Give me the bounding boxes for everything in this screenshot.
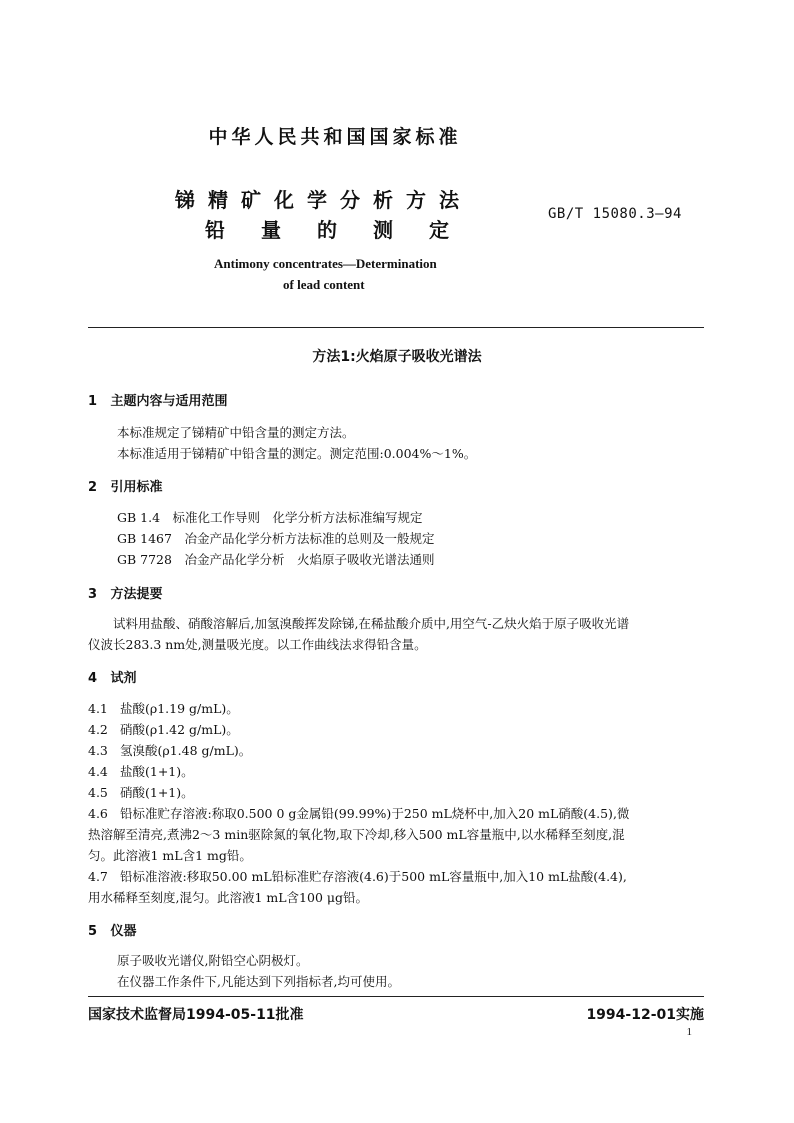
approval-line: 国家技术监督局1994-05-11批准 [88, 1007, 304, 1023]
english-title-line-1: Antimony concentrates—Determination [214, 256, 437, 271]
section-3-line-1: 试料用盐酸、硝酸溶解后,加氢溴酸挥发除锑,在稀盐酸介质中,用空气-乙炔火焰于原子吸收光谱 [88, 616, 630, 631]
section-1-line-1: 本标准规定了锑精矿中铅含量的测定方法。 [117, 425, 355, 440]
reference-gb-1-4: GB 1.4 标准化工作导则 化学分析方法标准编写规定 [117, 510, 423, 525]
section-number: 2 [88, 480, 98, 495]
reference-gb-7728: GB 7728 冶金产品化学分析 火焰原子吸收光谱法通则 [117, 552, 435, 567]
national-standard-title: 中华人民共和国国家标准 [208, 126, 462, 148]
item-number: 4.7 [88, 869, 108, 884]
document-title-line-1: 锑精矿化学分析方法 [175, 188, 472, 212]
section-heading-2 [88, 476, 163, 495]
implementation-date: 1994-12-01实施 [586, 1007, 704, 1023]
reagent-item [88, 699, 239, 717]
section-1-line-2: 本标准适用于锑精矿中铅含量的测定。测定范围:0.004%～1%。 [117, 446, 477, 461]
section-title: 方法提要 [110, 587, 163, 602]
section-number: 4 [88, 671, 98, 686]
item-text: 铅标准溶液:移取50.00 mL铅标准贮存溶液(4.6)于500 mL容量瓶中,加入10 mL盐酸(4.4), [120, 869, 627, 884]
item-text: 硝酸(ρ1.42 g/mL)。 [120, 722, 239, 737]
item-number: 4.1 [88, 701, 108, 716]
reagent-item [88, 783, 194, 801]
item-number: 4.4 [88, 764, 108, 779]
header-divider [88, 327, 704, 328]
item-number: 4.2 [88, 722, 108, 737]
reagent-item [88, 867, 627, 885]
reagent-item-continuation: 热溶解至清亮,煮沸2～3 min驱除氮的氧化物,取下冷却,移入500 mL容量瓶中,以水稀释至刻度,混 [88, 827, 625, 842]
reagent-item [88, 720, 239, 738]
item-text: 硝酸(1+1)。 [120, 785, 194, 800]
section-heading-3 [88, 583, 163, 602]
item-text: 盐酸(1+1)。 [120, 764, 194, 779]
item-text: 氢溴酸(ρ1.48 g/mL)。 [120, 743, 252, 758]
english-title-line-2: of lead content [283, 277, 365, 292]
section-3-line-2: 仪波长283.3 nm处,测量吸光度。以工作曲线法求得铅含量。 [88, 637, 427, 652]
reagent-item [88, 741, 251, 759]
method-title: 方法1:火焰原子吸收光谱法 [312, 349, 482, 365]
reagent-item-continuation: 匀。此溶液1 mL含1 mg铅。 [88, 848, 252, 863]
reagent-item [88, 762, 194, 780]
section-title: 主题内容与适用范围 [110, 394, 228, 409]
item-number: 4.3 [88, 743, 108, 758]
section-5-line-2: 在仪器工作条件下,凡能达到下列指标者,均可使用。 [117, 974, 400, 989]
page-number: 1 [686, 1026, 692, 1038]
section-number: 3 [88, 587, 98, 602]
item-text: 盐酸(ρ1.19 g/mL)。 [120, 701, 239, 716]
section-heading-5 [88, 920, 137, 939]
section-title: 仪器 [110, 924, 137, 939]
item-text: 铅标准贮存溶液:称取0.500 0 g金属铅(99.99%)于250 mL烧杯中,加入20 mL硝酸(4.5),微 [120, 806, 630, 821]
section-number: 5 [88, 924, 98, 939]
section-heading-4 [88, 667, 137, 686]
reagent-item-continuation: 用水稀释至刻度,混匀。此溶液1 mL含100 μg铅。 [88, 890, 369, 905]
reagent-item [88, 804, 629, 822]
section-5-line-1: 原子吸收光谱仪,附铅空心阴极灯。 [117, 953, 309, 968]
footer-divider [88, 996, 704, 997]
document-title-line-2: 铅量的测定 [205, 218, 485, 242]
section-heading-1 [88, 390, 228, 409]
section-title: 引用标准 [110, 480, 163, 495]
item-number: 4.6 [88, 806, 108, 821]
section-number: 1 [88, 394, 98, 409]
standard-code: GB/T 15080.3—94 [548, 206, 682, 222]
reference-gb-1467: GB 1467 冶金产品化学分析方法标准的总则及一般规定 [117, 531, 435, 546]
section-title: 试剂 [110, 671, 137, 686]
item-number: 4.5 [88, 785, 108, 800]
